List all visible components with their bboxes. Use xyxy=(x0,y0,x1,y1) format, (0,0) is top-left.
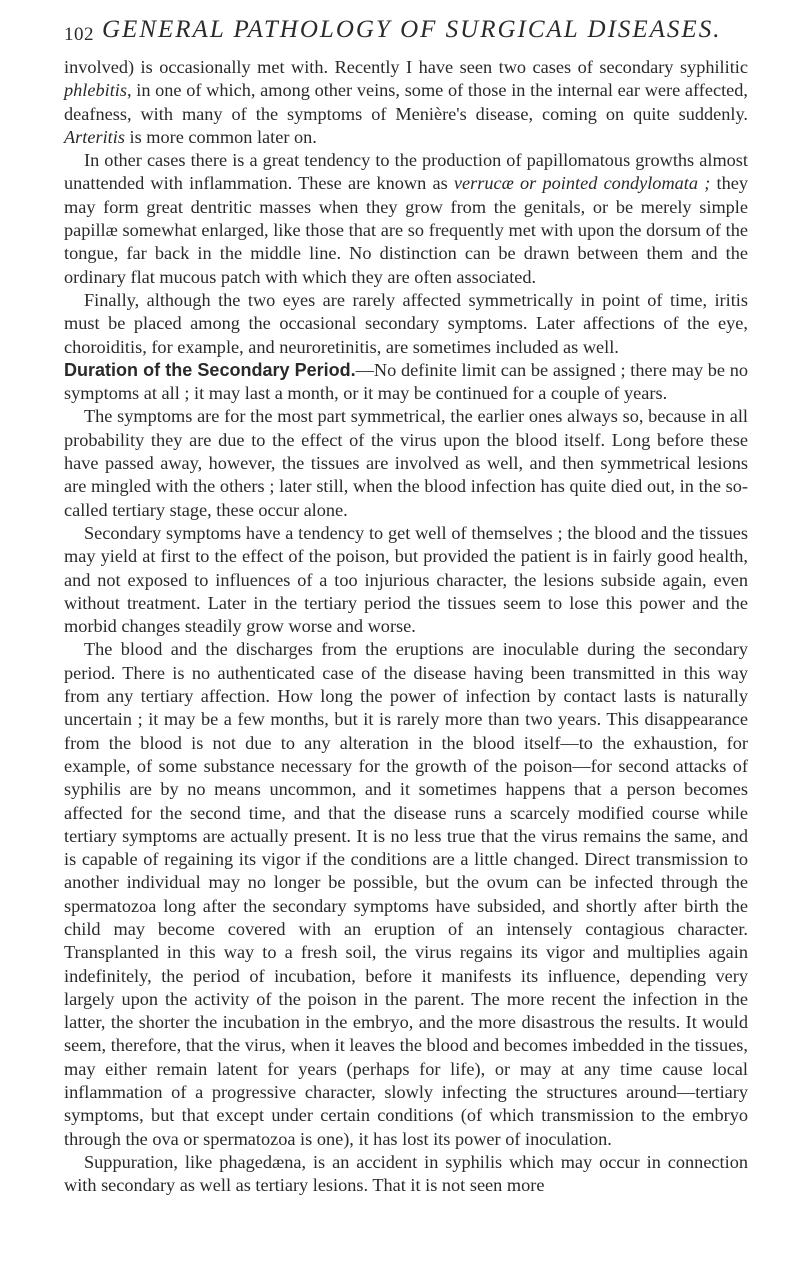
paragraph-5: The symptoms are for the most part symmetrical, the earlier ones always so, because in all probability they are due to the effect of the virus upon the blood itself. Long before these have passed away, however, the tissues are involved as well, and then symmetrical lesions are mingled with the others ; later still, when the blood infection has quite died out, in the so-called tertiary stage, these occur alone. xyxy=(64,406,748,520)
text-run: involved) is occasionally met with. Recently I have seen two cases of secondary syphilitic xyxy=(64,57,748,77)
section-heading: Duration of the Secondary Period. xyxy=(64,359,356,380)
text-run: In other cases there is a great tendency to the production of papillomatous growths almost unattended with inflammation. These are known as xyxy=(64,150,748,194)
paragraph-3: Finally, although the two eyes are rarely affected symmetrically in point of time, iritis must be placed among the occasional secondary symptoms. Later affections of the eye, choroiditis, for example, and neuroretinitis, are sometimes included as well. xyxy=(64,289,748,357)
text-run: —No definite limit can be assigned ; there may be no symptoms at all ; it may last a month, or it may be continued for a couple of years. xyxy=(64,359,749,404)
paragraph-6: Secondary symptoms have a tendency to get well of themselves ; the blood and the tissues may yield at first to the effect of the poison, but provided the patient is in fairly good health, and not exposed to influences of a too injurious character, the lesions subside again, even without treatment. Later in the tertiary period the tissues seem to lose this power and the morbid changes steadily grow worse and worse. xyxy=(64,522,748,637)
text-run: , in one of which, among other veins, some of those in the internal ear were affected, deafness, with many of the symptoms of Menière's disease, coming on quite suddenly. xyxy=(64,80,748,124)
text-run: they may form great dentritic masses when they grow from the genitals, or be merely simple papillæ somewhat enlarged, like those that are so frequently met with upon the dorsum of the tongue, far back in the middle line. No distinction can be drawn between them and the ordinary flat mucous patch with which they are often associated. xyxy=(64,173,749,287)
text-run: is more common later on. xyxy=(124,126,317,147)
italic-term-phlebitis: phlebitis xyxy=(64,80,127,101)
paragraph-7: The blood and the discharges from the eruptions are inoculable during the secondary period. There is no authenticated case of the disease having been transmitted in this way from any tertiary affection. How long the power of infection by contact lasts is naturally uncertain ; it may be a few months, but it is rarely more than two years. This disappearance from the blood is not due to any alteration in the blood itself—to the exhaustion, for example, of some substance necessary for the growth of the poison—for second attacks of syphilis are by no means uncommon, and it sometimes happens that a person becomes affected for the second time, and that the disease runs a scarcely modified course while tertiary symptoms are actually present. It is no less true that the virus remains the same, and is capable of regaining its vigor if the conditions are a little changed. Direct transmission to another individual may no longer be possible, but the ovum can be infected through the spermatozoa long after the secondary symptoms have subsided, and shortly after birth the child may become covered with an eruption of an intensely contagious character. Transplanted in this way to a fresh soil, the virus regains its vigor and multiplies again indefinitely, the period of incubation, before it manifests its influence, depending very largely upon the activity of the poison in the parent. The more recent the infection in the latter, the shorter the incubation in the embryo, and the more disastrous the results. It would seem, therefore, that the virus, when it leaves the blood and becomes imbedded in the tissues, may either remain latent for years (perhaps for life), or may at any time cause local inflammation of a progressive character, slowly infecting the structures around—tertiary symptoms, but that except under certain conditions (of which transmission to the embryo through the ova or spermatozoa is one), it has lost its power of inoculation. xyxy=(64,639,748,1149)
paragraph-4 xyxy=(64,359,748,406)
page-number: 102 xyxy=(64,24,94,45)
body-text xyxy=(64,56,748,1198)
italic-term-arteritis: Arteritis xyxy=(64,126,125,147)
paragraph-1 xyxy=(64,56,748,149)
paragraph-8: Suppuration, like phagedæna, is an accident in syphilis which may occur in connection with secondary as well as tertiary lesions. That it is not seen more xyxy=(64,1151,748,1196)
italic-term-verrucae: verrucæ or pointed condylomata ; xyxy=(453,173,711,194)
running-head xyxy=(64,14,742,50)
running-title: GENERAL PATHOLOGY OF SURGICAL DISEASES. xyxy=(102,16,722,43)
paragraph-2 xyxy=(64,149,748,289)
